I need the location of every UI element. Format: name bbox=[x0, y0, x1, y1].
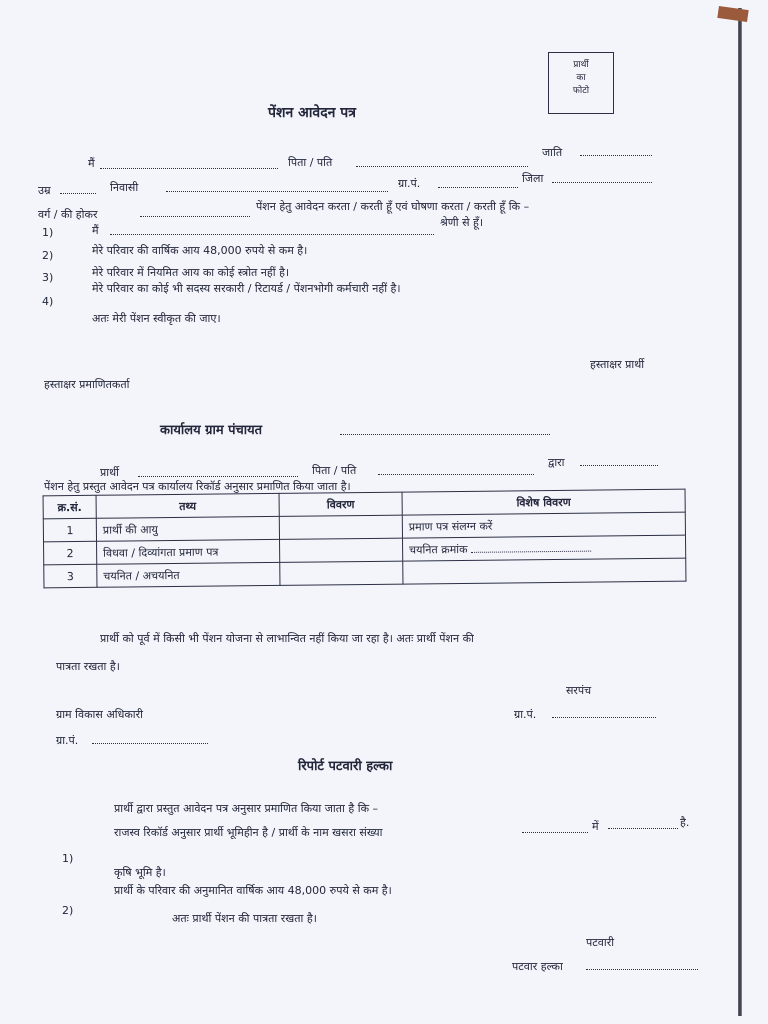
land-area-field[interactable] bbox=[608, 826, 678, 829]
table-cell: 3 bbox=[44, 564, 97, 588]
halka-label: पटवार हल्का bbox=[512, 960, 563, 973]
table-header-cell: विशेष विवरण bbox=[402, 489, 685, 515]
verification-line: पेंशन हेतु प्रस्तुत आवेदन पत्र कार्यालय रिकॉर्ड अनुसार प्रमाणित किया जाता है। bbox=[44, 480, 351, 493]
declaration-text: मेरे परिवार में नियमित आय का कोई स्त्रोत नहीं है। bbox=[92, 266, 290, 279]
table-cell-input[interactable] bbox=[403, 558, 686, 584]
sarpanch-gp-field[interactable] bbox=[552, 715, 656, 718]
patwari-item-1-text: राजस्व रिकॉर्ड अनुसार प्रार्थी भूमिहीन है / प्रार्थी के नाम खसरा संख्या bbox=[114, 826, 383, 839]
table-cell: विधवा / दिव्यांगता प्रमाण पत्र bbox=[97, 539, 280, 564]
district-field[interactable] bbox=[552, 180, 652, 183]
panchayat-via-field[interactable] bbox=[580, 463, 658, 466]
patwari-eligible-line: अतः प्रार्थी पेंशन की पात्रता रखता है। bbox=[172, 912, 317, 925]
photo-box-line-3: फोटो bbox=[572, 86, 590, 96]
table-cell: चयनित / अचयनित bbox=[97, 562, 280, 587]
declaration-text: मेरे परिवार का कोई भी सदस्य सरकारी / रिटायर्ड / पेंशनभोगी कर्मचारी नहीं है। bbox=[92, 282, 401, 295]
resident-label: निवासी bbox=[110, 181, 139, 194]
table-header-cell: तथ्य bbox=[96, 493, 279, 518]
patwari-item-1-mid: में bbox=[592, 820, 599, 833]
patwari-item-num: 2) bbox=[62, 904, 74, 917]
panchayat-applicant-field[interactable] bbox=[138, 474, 298, 477]
halka-field[interactable] bbox=[586, 967, 698, 970]
resident-field[interactable] bbox=[166, 189, 388, 192]
panchayat-statement-1: प्रार्थी को पूर्व में किसी भी पेंशन योजना से लाभान्वित नहीं किया जा रहा है। अतः प्रार्थी पेंशन की bbox=[100, 632, 474, 645]
table-cell-input[interactable] bbox=[280, 561, 403, 585]
applicant-main-label: मैं bbox=[88, 157, 95, 170]
patwari-heading: रिपोर्ट पटवारी हल्का bbox=[298, 759, 393, 774]
applicant-name-field[interactable] bbox=[100, 166, 278, 169]
caste-label: जाति bbox=[542, 146, 563, 159]
age-label: उम्र bbox=[38, 184, 51, 197]
khasra-number-field[interactable] bbox=[522, 830, 588, 833]
panchayat-name-field[interactable] bbox=[340, 432, 550, 435]
request-line: अतः मेरी पेंशन स्वीकृत की जाए। bbox=[92, 312, 221, 325]
panchayat-statement-2: पात्रता रखता है। bbox=[56, 660, 120, 673]
declaration-num: 3) bbox=[42, 271, 54, 284]
applicant-signature-label: हस्ताक्षर प्रार्थी bbox=[590, 358, 645, 371]
form-title: पेंशन आवेदन पत्र bbox=[268, 105, 356, 121]
patwari-item-1-b: कृषि भूमि है। bbox=[114, 866, 166, 879]
declaration-text: मेरे परिवार की वार्षिक आय 48,000 रुपये से कम है। bbox=[92, 244, 308, 257]
category-class-field[interactable] bbox=[110, 232, 434, 235]
table-header-cell: विवरण bbox=[279, 492, 402, 516]
father-label: पिता / पति bbox=[288, 156, 333, 169]
panchayat-father-field[interactable] bbox=[378, 472, 534, 475]
panchayat-applicant-label: प्रार्थी bbox=[100, 466, 119, 479]
declaration-num: 1) bbox=[42, 226, 54, 239]
torn-corner bbox=[717, 6, 748, 22]
declaration-tail: श्रेणी से हूँ। bbox=[440, 216, 484, 229]
table-cell-input[interactable] bbox=[279, 515, 402, 539]
declaration-num: 4) bbox=[42, 295, 54, 308]
age-field[interactable] bbox=[60, 191, 96, 194]
panchayat-father-label: पिता / पति bbox=[312, 464, 357, 477]
patwari-item-num: 1) bbox=[62, 852, 74, 865]
patwari-item-1-end: है. bbox=[680, 816, 690, 829]
table-cell: 1 bbox=[43, 518, 96, 542]
panchayat-via-label: द्वारा bbox=[548, 456, 565, 469]
vdo-label: ग्राम विकास अधिकारी bbox=[56, 708, 143, 721]
caste-field[interactable] bbox=[580, 153, 652, 156]
sarpanch-label: सरपंच bbox=[566, 684, 592, 697]
selected-number-field[interactable] bbox=[471, 550, 591, 552]
table-cell-input[interactable] bbox=[280, 538, 403, 562]
father-name-field[interactable] bbox=[356, 164, 528, 167]
table-cell: प्रमाण पत्र संलग्न करें bbox=[402, 512, 685, 538]
gp-field[interactable] bbox=[438, 185, 518, 188]
photo-box-line-2: का bbox=[576, 73, 586, 83]
page-edge-shadow bbox=[738, 8, 742, 1016]
patwari-intro: प्रार्थी द्वारा प्रस्तुत आवेदन पत्र अनुसार प्रमाणित किया जाता है कि – bbox=[114, 802, 379, 815]
category-field[interactable] bbox=[140, 214, 250, 217]
category-label: वर्ग / की होकर bbox=[38, 208, 98, 221]
panchayat-heading: कार्यालय ग्राम पंचायत bbox=[160, 423, 263, 438]
gp-label: ग्रा.पं. bbox=[398, 177, 421, 190]
patwari-label: पटवारी bbox=[586, 936, 615, 949]
table-cell: 2 bbox=[44, 541, 97, 565]
vdo-gp-label: ग्रा.पं. bbox=[56, 734, 79, 747]
vdo-gp-field[interactable] bbox=[92, 741, 208, 744]
patwari-item-2-text: प्रार्थी के परिवार की अनुमानित वार्षिक आय 48,000 रुपये से कम है। bbox=[114, 884, 392, 897]
selected-number-cell[interactable] bbox=[402, 535, 685, 561]
photo-box bbox=[548, 52, 614, 114]
sarpanch-gp-label: ग्रा.पं. bbox=[514, 708, 537, 721]
declaration-num: 2) bbox=[42, 249, 54, 262]
table-cell: प्रार्थी की आयु bbox=[96, 516, 279, 541]
table-cell: चयनित क्रमांक bbox=[409, 542, 468, 557]
declaration-intro: पेंशन हेतु आवेदन करता / करती हूँ एवं घोषणा करता / करती हूँ कि – bbox=[256, 200, 530, 213]
photo-box-line-1: प्रार्थी bbox=[573, 60, 589, 70]
verification-table bbox=[43, 489, 687, 589]
declaration-text: मैं bbox=[92, 224, 99, 237]
verifier-signature-label: हस्ताक्षर प्रमाणितकर्ता bbox=[44, 378, 130, 391]
table-header-cell: क्र.सं. bbox=[43, 495, 96, 519]
district-label: जिला bbox=[522, 172, 544, 185]
